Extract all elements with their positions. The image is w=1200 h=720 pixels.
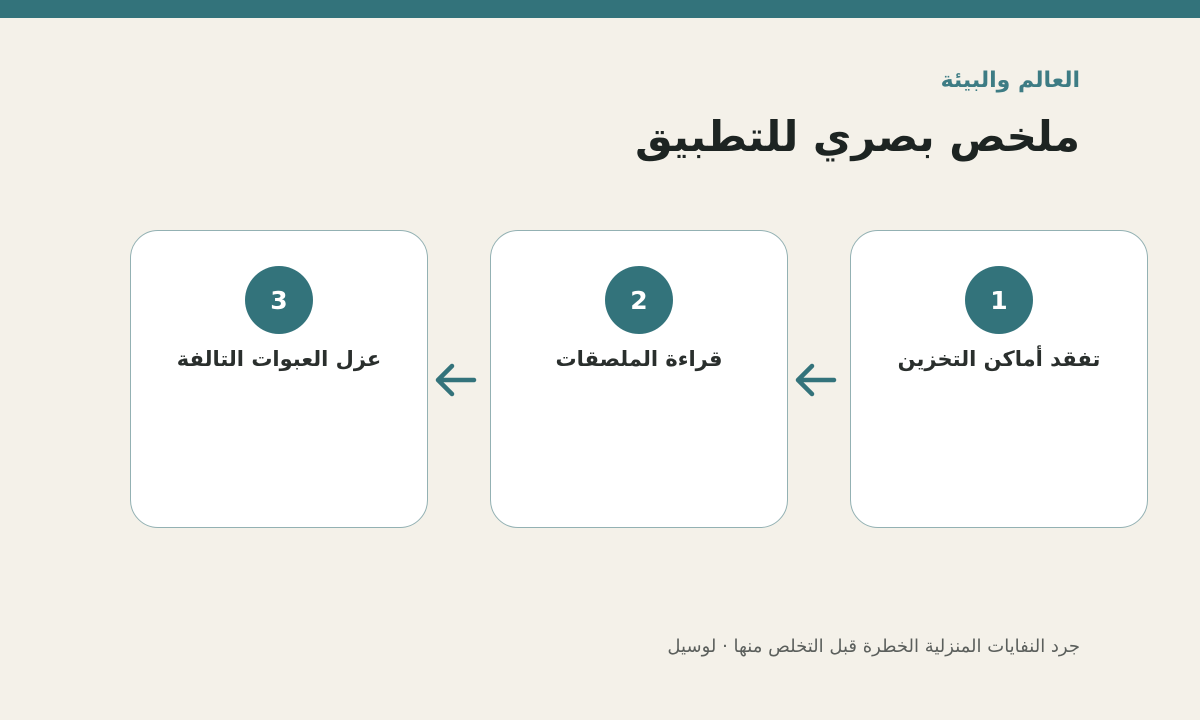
arrow-left-icon [434, 362, 478, 398]
step-number-badge: 3 [245, 266, 313, 334]
step-card-3 [130, 230, 428, 528]
page-title: ملخص بصري للتطبيق [635, 112, 1080, 161]
step-card-2 [490, 230, 788, 528]
arrow-left-icon [794, 362, 838, 398]
step-card-1 [850, 230, 1148, 528]
step-label: قراءة الملصقات [555, 347, 723, 371]
footer-caption: جرد النفايات المنزلية الخطرة قبل التخلص منها · لوسيل [667, 636, 1080, 657]
step-label: تفقد أماكن التخزين [897, 347, 1101, 371]
top-accent-bar [0, 0, 1200, 18]
category-label: العالم والبيئة [940, 68, 1080, 93]
step-number-badge: 2 [605, 266, 673, 334]
step-label: عزل العبوات التالفة [176, 347, 382, 371]
step-number-badge: 1 [965, 266, 1033, 334]
